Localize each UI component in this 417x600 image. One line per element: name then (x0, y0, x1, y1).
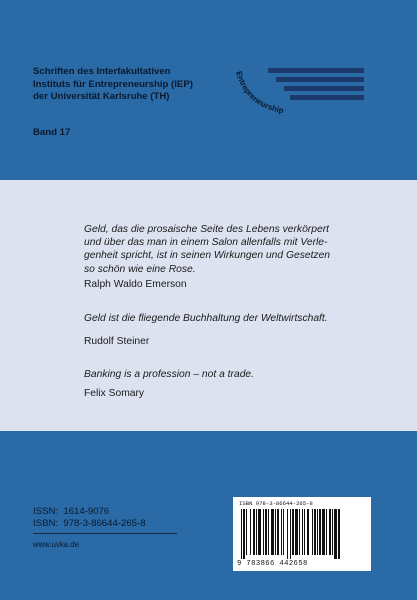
barcode-bar (314, 509, 316, 555)
barcode-bar (338, 509, 340, 559)
isbn-barcode (233, 497, 371, 571)
barcode-bars (239, 509, 365, 559)
logo-bar (290, 95, 364, 100)
barcode-bar (243, 509, 245, 559)
quote-text (84, 312, 384, 325)
barcode-bar (332, 509, 333, 555)
barcode-bar (263, 509, 264, 555)
barcode-bar (287, 509, 288, 559)
series-title-line: Instituts für Entrepreneurship (IEP) (33, 78, 193, 90)
barcode-bar (329, 509, 331, 555)
series-title-line: der Universität Karlsruhe (TH) (33, 91, 170, 102)
barcode-bar (292, 509, 294, 555)
series-title-line: Schriften des Interfakultativen (33, 66, 171, 77)
barcode-bar (258, 509, 261, 555)
isbn-line: ISBN: 978-3-86644-265-8 (33, 518, 146, 529)
issn-line: ISSN: 1614-9076 (33, 506, 110, 517)
barcode-bar (322, 509, 325, 555)
logo-text (234, 70, 285, 115)
logo-bar (284, 86, 364, 91)
barcode-bar (326, 509, 327, 555)
quote-line: Geld ist die fliegende Buchhaltung der Weltwirtschaft. (84, 313, 328, 324)
logo-graphic (228, 60, 368, 120)
quote-line: genheit spricht, ist in seinen Wirkungen und Gesetzen (84, 250, 331, 262)
barcode-bar (253, 509, 255, 555)
quote-text (84, 223, 384, 276)
barcode-digits: 9 783866 442658 (237, 560, 308, 568)
barcode-isbn-text: ISBN 978-3-86644-265-8 (239, 500, 313, 507)
quote-line: so schön wie eine Rose. (84, 263, 196, 275)
barcode-bar (268, 509, 269, 555)
logo-bar (276, 77, 364, 82)
barcode-bar (312, 509, 313, 555)
quote-line: Banking is a profession – not a trade. (84, 369, 255, 380)
quote-panel (0, 180, 417, 431)
logo-text-path: Entrepreneurship (234, 70, 285, 116)
quote-line: Geld, das die prosaische Seite des Lebens verkörpert (84, 224, 329, 235)
barcode-bar (256, 509, 257, 555)
divider-rule (33, 533, 177, 534)
barcode-bar (277, 509, 279, 555)
barcode-bar (246, 509, 247, 555)
volume-number: Band 17 (33, 127, 71, 138)
barcode-bar (302, 509, 303, 555)
barcode-bar (317, 509, 318, 555)
barcode-bar (304, 509, 305, 555)
series-title (33, 66, 233, 104)
quote-author: Ralph Waldo Emerson (84, 279, 187, 290)
barcode-bar (283, 509, 284, 555)
barcode-bar (290, 509, 291, 559)
barcode-bar (334, 509, 337, 559)
iep-logo (228, 60, 368, 120)
barcode-bar (250, 509, 251, 555)
barcode-bar (299, 509, 300, 555)
quote-author: Rudolf Steiner (84, 336, 150, 347)
barcode-bar (265, 509, 267, 555)
quote-line: und über das man in einem Salon allenfalls mit Verle- (84, 237, 328, 249)
barcode-bar (295, 509, 298, 555)
quote-author: Felix Somary (84, 388, 145, 399)
barcode-bar (271, 509, 274, 555)
barcode-bar (275, 509, 276, 555)
barcode-bar (241, 509, 242, 559)
barcode-bar (281, 509, 282, 555)
quote-text (84, 368, 384, 381)
logo-bar (268, 68, 364, 73)
barcode-bar (319, 509, 321, 555)
publisher-website: www.uvka.de (33, 540, 79, 549)
barcode-bar (307, 509, 309, 555)
